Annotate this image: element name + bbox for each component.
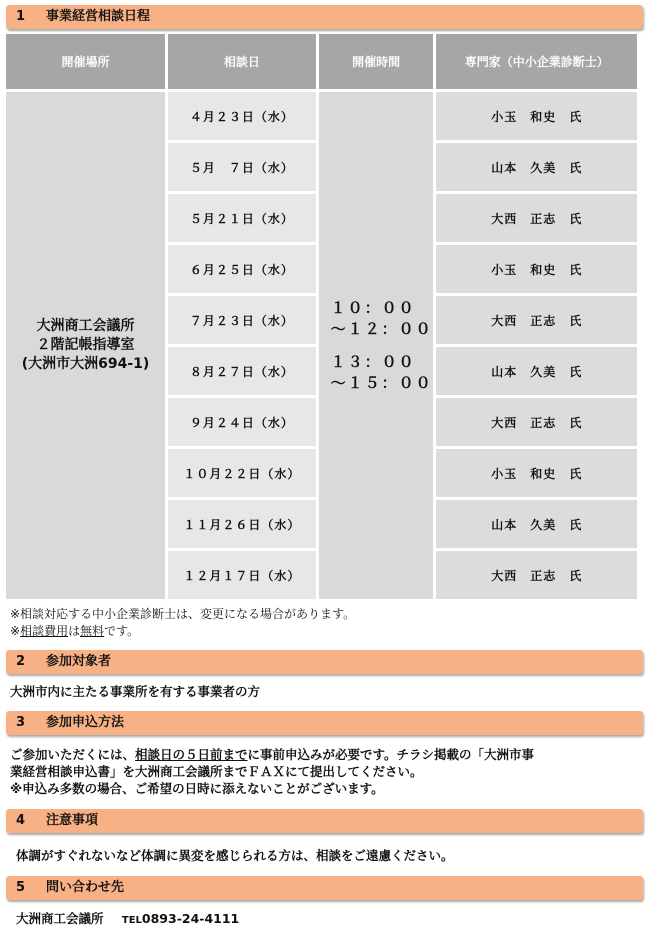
date-cell: １１月２６日（水）	[168, 500, 316, 548]
date-cell: ６月２５日（水）	[168, 245, 316, 293]
header-expert: 専門家（中小企業診断士）	[436, 34, 637, 89]
time-line: １０：００	[330, 298, 416, 317]
schedule-table	[3, 31, 640, 602]
expert-cell: 大西 正志 氏	[436, 194, 637, 242]
note-2: ※相談費用は無料です。	[10, 624, 140, 638]
note-1: ※相談対応する中小企業診断士は、変更になる場合があります。	[10, 607, 356, 621]
section-number: 5	[16, 880, 26, 895]
apply-line-2: 業経営相談申込書」を大洲商工会議所までＦＡＸにて提出してください。	[10, 764, 423, 779]
apply-line-1: ご参加いただくには、相談日の５日前までに事前申込みが必要です。チラシ掲載の「大洲市事	[10, 747, 535, 762]
table-row	[6, 92, 637, 140]
section-title: 参加申込方法	[46, 715, 125, 730]
expert-cell: 山本 久美 氏	[436, 143, 637, 191]
date-cell: １２月１７日（水）	[168, 551, 316, 599]
expert-cell: 小玉 和史 氏	[436, 449, 637, 497]
section-3-header	[6, 711, 643, 735]
venue-line: ２階記帳指導室	[36, 337, 135, 353]
venue-line: (大洲市大洲694-1)	[21, 356, 150, 372]
contact-line	[16, 910, 239, 929]
expert-cell: 山本 久美 氏	[436, 347, 637, 395]
section-title: 参加対象者	[46, 654, 112, 669]
section-title: 問い合わせ先	[46, 880, 125, 895]
section-4-header	[6, 809, 643, 833]
section-title: 事業経営相談日程	[46, 9, 151, 24]
date-cell: ７月２３日（水）	[168, 296, 316, 344]
expert-cell: 大西 正志 氏	[436, 398, 637, 446]
header-place: 開催場所	[6, 34, 165, 89]
expert-cell: 大西 正志 氏	[436, 296, 637, 344]
expert-cell: 小玉 和史 氏	[436, 92, 637, 140]
section-number: 1	[16, 9, 26, 24]
contact-tel: 0893-24-4111	[141, 911, 240, 926]
expert-cell: 大西 正志 氏	[436, 551, 637, 599]
date-cell: １０月２２日（水）	[168, 449, 316, 497]
section-number: 2	[16, 654, 26, 669]
date-cell: ５月２１日（水）	[168, 194, 316, 242]
time-line: ～１２：００	[330, 319, 433, 338]
section-number: 3	[16, 715, 26, 730]
section-1-header	[6, 5, 643, 29]
target-text: 大洲市内に主たる事業所を有する事業者の方	[10, 684, 261, 699]
apply-line-3: ※申込み多数の場合、ご希望の日時に添えないことがございます。	[10, 781, 384, 796]
date-cell: ８月２７日（水）	[168, 347, 316, 395]
expert-cell: 山本 久美 氏	[436, 500, 637, 548]
section-title: 注意事項	[46, 813, 99, 828]
expert-cell: 小玉 和史 氏	[436, 245, 637, 293]
section-2-header	[6, 650, 643, 674]
section-5-header	[6, 876, 643, 900]
header-time: 開催時間	[319, 34, 434, 89]
table-header-row	[6, 34, 637, 89]
section-number: 4	[16, 813, 26, 828]
tel-label: TEL	[121, 915, 142, 926]
time-line: ～１５：００	[330, 373, 433, 392]
time-line: １３：００	[330, 352, 416, 371]
date-cell: ９月２４日（水）	[168, 398, 316, 446]
time-cell	[319, 92, 434, 599]
caution-text: 体調がすぐれないなど体調に異変を感じられる方は、相談をご遠慮ください。	[16, 848, 454, 863]
date-cell: ４月２３日（水）	[168, 92, 316, 140]
venue-cell	[6, 92, 165, 599]
date-cell: ５月 ７日（水）	[168, 143, 316, 191]
venue-line: 大洲商工会議所	[36, 318, 135, 334]
header-date: 相談日	[168, 34, 316, 89]
contact-name: 大洲商工会議所	[16, 911, 104, 926]
